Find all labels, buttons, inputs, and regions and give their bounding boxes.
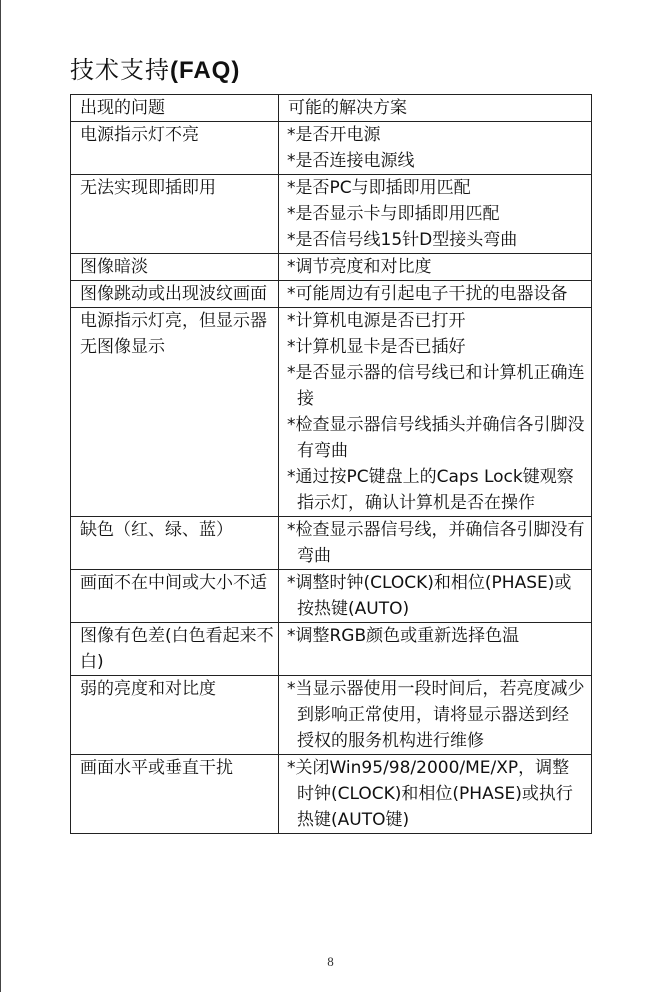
problem-cell: 电源指示灯亮，但显示器无图像显示 — [71, 308, 279, 517]
solution-item: *计算机电源是否已打开 — [287, 311, 466, 331]
solution-item: *是否开电源 — [287, 125, 381, 145]
header-problem: 出现的问题 — [71, 95, 279, 122]
problem-cell: 无法实现即插即用 — [71, 175, 279, 254]
page-number: 8 — [327, 954, 334, 969]
solution-item: *是否显示卡与即插即用匹配 — [287, 204, 500, 224]
problem-cell: 缺色（红、绿、蓝） — [71, 517, 279, 570]
faq-row — [71, 755, 592, 834]
header-solution: 可能的解决方案 — [279, 95, 592, 122]
solution-cell — [279, 175, 592, 254]
faq-table — [70, 94, 592, 834]
faq-row — [71, 175, 592, 254]
solution-item: *调节亮度和对比度 — [287, 257, 432, 277]
solution-item: *可能周边有引起电子干扰的电器设备 — [287, 284, 568, 304]
solution-item: *检查显示器信号线，并确信各引脚没有弯曲 — [287, 520, 585, 566]
solution-cell — [279, 676, 592, 755]
solution-cell — [279, 517, 592, 570]
page-title-main: 技术支持 — [70, 56, 170, 84]
page-left-edge-line — [0, 0, 1, 992]
problem-cell: 画面水平或垂直干扰 — [71, 755, 279, 834]
solution-item: *是否显示器的信号线已和计算机正确连接 — [287, 363, 585, 409]
solution-item: *计算机显卡是否已插好 — [287, 337, 466, 357]
problem-cell: 图像暗淡 — [71, 254, 279, 281]
problem-cell: 图像跳动或出现波纹画面 — [71, 281, 279, 308]
solution-cell — [279, 755, 592, 834]
solution-item: *调整RGB颜色或重新选择色温 — [287, 626, 520, 646]
faq-row — [71, 623, 592, 676]
solution-item: *是否连接电源线 — [287, 151, 415, 171]
problem-cell: 电源指示灯不亮 — [71, 122, 279, 175]
solution-cell — [279, 122, 592, 175]
faq-row — [71, 517, 592, 570]
faq-header-row — [71, 95, 592, 122]
solution-item: *是否PC与即插即用匹配 — [287, 178, 471, 198]
problem-cell: 画面不在中间或大小不适 — [71, 570, 279, 623]
faq-row — [71, 570, 592, 623]
solution-cell — [279, 570, 592, 623]
solution-item: *是否信号线15针D型接头弯曲 — [287, 230, 518, 250]
solution-item: *关闭Win95/98/2000/ME/XP，调整时钟(CLOCK)和相位(PHASE)或执行热键(AUTO键) — [287, 758, 573, 830]
faq-row — [71, 281, 592, 308]
problem-cell: 图像有色差(白色看起来不白) — [71, 623, 279, 676]
problem-cell: 弱的亮度和对比度 — [71, 676, 279, 755]
faq-row — [71, 676, 592, 755]
faq-row — [71, 308, 592, 517]
solution-item: *检查显示器信号线插头并确信各引脚没有弯曲 — [287, 415, 585, 461]
solution-item: *通过按PC键盘上的Caps Lock键观察指示灯，确认计算机是否在操作 — [287, 467, 574, 513]
solution-item: *调整时钟(CLOCK)和相位(PHASE)或按热键(AUTO) — [287, 573, 572, 619]
solution-item: *当显示器使用一段时间后，若亮度减少到影响正常使用，请将显示器送到经授权的服务机构进行维修 — [287, 679, 585, 751]
page-title — [70, 50, 240, 91]
solution-cell — [279, 308, 592, 517]
page-title-faq: (FAQ) — [170, 57, 241, 84]
faq-row — [71, 254, 592, 281]
solution-cell — [279, 623, 592, 676]
solution-cell — [279, 281, 592, 308]
faq-row — [71, 122, 592, 175]
solution-cell — [279, 254, 592, 281]
